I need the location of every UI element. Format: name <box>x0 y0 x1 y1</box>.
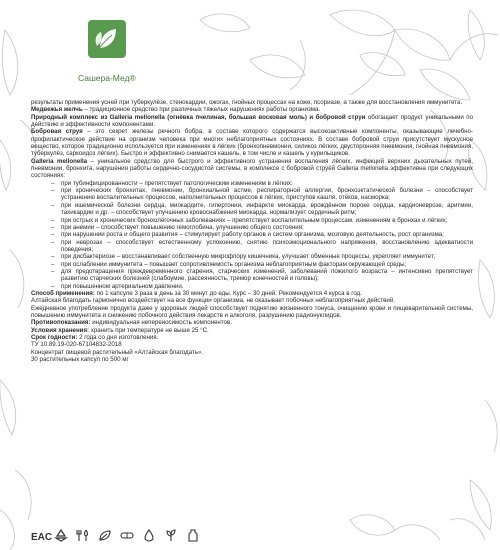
contraindications-line: Противопоказания: индивидуальная непереносимость компонентов. <box>31 319 232 327</box>
list-item: – при хронических бронхитах, пневмонии, бронхиальной астме, респираторной аллергии, бронхоэктатической болезни – способствует устранению воспалительных процессов, наполнительных процессов в лёгких, приступов кашля, отёков, насморка; <box>31 187 473 202</box>
leaf-logo-icon <box>88 20 126 58</box>
product-description <box>31 99 473 363</box>
leaf-icon <box>97 529 113 542</box>
dropper-icon <box>141 529 157 542</box>
indications-list <box>31 180 473 290</box>
paragraph: результаты применения усней при туберкулёзе, стенокардии, ожогах, гнойных процессах на коже, псориазе, а также для восстановления иммунитета. <box>31 99 463 106</box>
list-item: – при ослаблении иммунитета – повышает сопротивляемость организма неблагоприятным факторам окружающей среды; <box>31 261 473 268</box>
eac-mark-icon <box>31 529 53 543</box>
list-item: – для предотвращения преждевременного старения, старческих изменений, заболеваний пожилого возраста – интенсивно препятствует развитию старческих болезней (слабоумие, рассеянность, тремор конечностей и головы); <box>31 268 473 283</box>
plant-icon <box>163 529 179 542</box>
list-item: – при повышенном артериальном давлении. <box>31 283 473 290</box>
paragraph: Ежедневное употребление продукта даже у здоровых людей способствует поднятию жизненного тонуса, очищению крови и пищеварительной системы, повышению иммунитета и снижению побочного действия лекарств и алкоголя, разрушению радионуклидов. <box>31 304 473 319</box>
tu-line: ТУ 10.89.19-020-67104832-2018 <box>31 341 122 349</box>
certification-icons <box>31 529 201 542</box>
list-item: – при тубинфицированности – препятствует патологическим изменениям в лёгких; <box>31 180 473 187</box>
brand-reg-mark: ® <box>129 73 136 83</box>
list-item: – при ишемической болезни сердца, миокардите, гипертонии, инфаркте миокарда, врождённом пороке сердца, кардионеврозе, аритмии, тахикардии и др. – способствует улучшению кровоснабжения миокарда, нормализует сердечный ритм; <box>31 202 473 217</box>
storage-line: Условия хранения: хранить при температуре не выше 25 °С. <box>31 326 209 334</box>
paragraph: Бобровая струя – это секрет железы речного бобра, в составе которого содержатся высокоактивные компоненты, оказывающие лечебно-профилактическое действие на организм человека при многих неблагоприятных состояниях. В составе бобровой струи присутствует мускусное вещество, которое традиционно используется при изменениях в лёгких (бронхопневмонии, силикоз лёгких, двусторонняя пневмония, гнойная пневмония, туберкулёз, саркоидоз лёгких). Быстро и эффективно снимается кашель, в том числе и кашель у курильщиков. <box>31 128 473 158</box>
svg-text:EAC: EAC <box>31 532 53 543</box>
concentrate-line: Концентрат пищевой растительный «Алтайская благодать». <box>31 348 204 356</box>
recycle-icon <box>53 529 69 542</box>
brand-logo <box>88 20 126 58</box>
paragraph: Медвежья желчь – традиционное средство при различных тяжелых нарушениях работы организма. <box>31 106 321 114</box>
capsules-line: 30 растительных капсул по 500 мг <box>31 356 129 364</box>
paragraph: Природный комплекс из Galleria mellonella (огнёвка пчелиная, большая восковая моль) и бобровой струи обогащает продукт уникальными по действию и эффективности компонентами. <box>31 113 473 129</box>
list-item: – при неврозах – способствует естественному успокоению, снятию психоэмоционального напряжения, восстановлению адекватности поведения; <box>31 239 473 254</box>
bottle-icon <box>185 529 201 542</box>
paragraph: Алтайская благодать гармонично воздействует на все функции организма, не оказывает побочных неблагоприятных действий. <box>31 297 395 305</box>
brand-name-text: Сашера-Мед <box>78 73 130 83</box>
list-item: – при анемии – способствует повышению гемоглобина, улучшению общего состояния; <box>31 224 473 231</box>
fork-glass-icon <box>75 529 91 542</box>
brand-name <box>78 73 136 83</box>
shelf-life-line: Срок годности: 2 года со дня изготовления. <box>31 334 159 341</box>
capsule-icon <box>119 529 135 542</box>
list-item: – при острых и хронических бронхолёгочных заболеваниях – препятствует воспалительным процессам, изменениям в бронхах и лёгких; <box>31 217 473 224</box>
list-item: – при дисбактериозе – восстанавливает собственную микрофлору кишечника, улучшает обменные процессы, укрепляет иммунитет; <box>31 253 473 260</box>
paragraph: Galleria mellonella – уникальное средство для быстрого и эффективного устранения воспаления лёгких, инфекций верхних дыхательных путей, пневмонии, бронхита, нарушения работы сердечно-сосудистой системы, в комплексе с бобровой струёй Galleria mellonella эффективна при следующих состояниях: <box>31 157 473 180</box>
usage-line: Способ применения: по 1 капсуле 3 раза в день за 30 минут до еды. Курс – 30 дней. Рекомендуется 4 курса в год. <box>31 289 362 297</box>
list-item: – при нарушении роста и общего развития – стимулирует работу органов и систем организма, мозговую деятельность, рост организма; <box>31 231 473 238</box>
